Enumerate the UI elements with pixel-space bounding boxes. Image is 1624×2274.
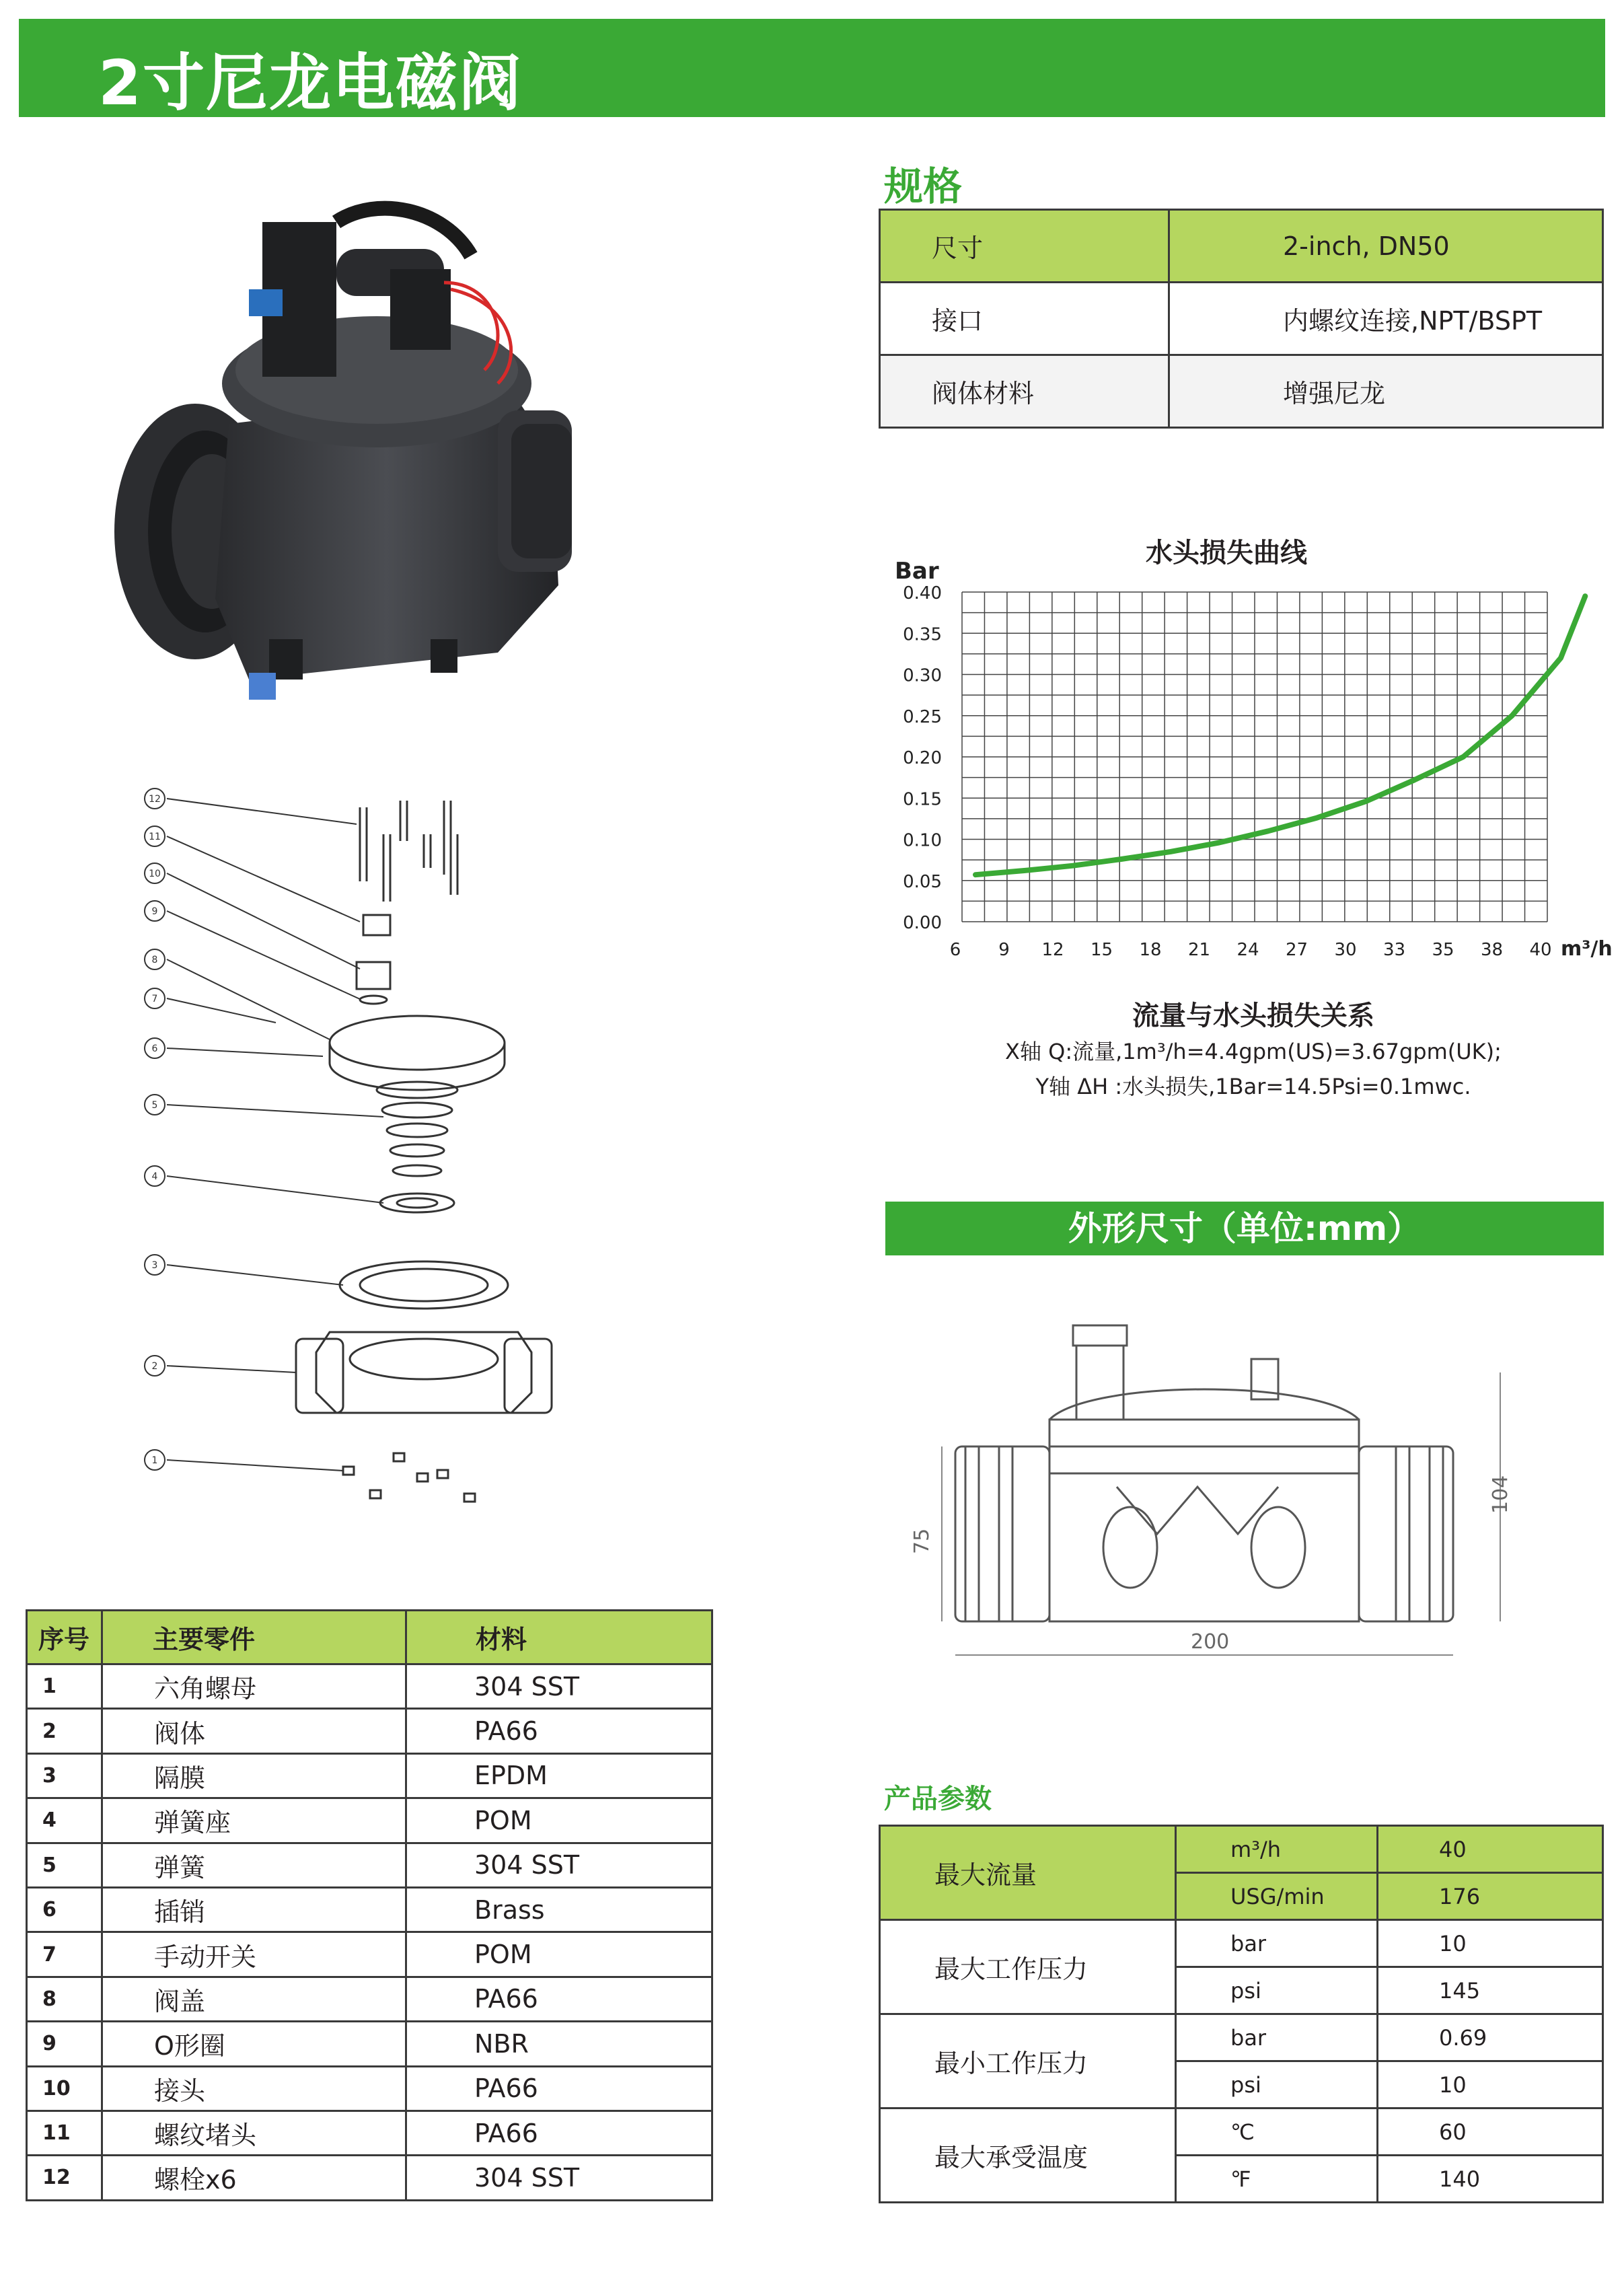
valve-photo xyxy=(94,168,592,706)
part-name: 阀盖 xyxy=(102,1977,406,2021)
part-material: 304 SST xyxy=(406,1664,712,1709)
y-tick-label: 0.25 xyxy=(903,706,942,727)
callout-label: 1 xyxy=(151,1455,158,1466)
param-value: 40 xyxy=(1378,1826,1603,1873)
dim-height-75: 75 xyxy=(910,1528,934,1554)
x-tick-label: 12 xyxy=(1041,940,1064,960)
param-value: 140 xyxy=(1378,2156,1603,2203)
part-name: 螺纹堵头 xyxy=(102,2111,406,2155)
parts-row xyxy=(27,1753,712,1798)
x-tick-label: 15 xyxy=(1090,940,1113,960)
part-name: 螺栓x6 xyxy=(102,2156,406,2200)
y-tick-label: 0.30 xyxy=(903,665,942,686)
part-name: 弹簧座 xyxy=(102,1798,406,1843)
parts-row xyxy=(27,2156,712,2200)
part-name: 隔膜 xyxy=(102,1753,406,1798)
part-index: 5 xyxy=(27,1843,102,1887)
part-index: 12 xyxy=(27,2156,102,2200)
x-tick-label: 9 xyxy=(998,940,1010,960)
x-axis-label: m³/h xyxy=(1561,937,1613,961)
chart-title: 水头损失曲线 xyxy=(1146,538,1307,568)
chart-subtitle: 流量与水头损失关系 xyxy=(1132,1000,1374,1031)
part-material: 304 SST xyxy=(406,2156,712,2200)
params-heading: 产品参数 xyxy=(884,1784,992,1814)
dimensions-heading-bar xyxy=(885,1202,1604,1255)
part-material: PA66 xyxy=(406,1977,712,2021)
title-bar xyxy=(19,19,1605,117)
part-index: 11 xyxy=(27,2111,102,2155)
spec-row xyxy=(880,283,1603,355)
x-tick-label: 40 xyxy=(1529,940,1552,960)
part-index: 9 xyxy=(27,2022,102,2066)
callout-label: 4 xyxy=(151,1171,158,1182)
part-material: NBR xyxy=(406,2022,712,2066)
part-name: 阀体 xyxy=(102,1709,406,1753)
spec-key: 接口 xyxy=(880,283,1169,355)
head-loss-curve xyxy=(975,596,1585,875)
callout-label: 10 xyxy=(149,869,161,879)
spec-row xyxy=(880,210,1603,283)
parts-row xyxy=(27,1887,712,1932)
spec-heading: 规格 xyxy=(884,163,963,209)
parts-row xyxy=(27,1932,712,1977)
spec-table xyxy=(879,209,1604,429)
x-tick-label: 24 xyxy=(1237,940,1259,960)
parts-row xyxy=(27,2022,712,2066)
part-index: 7 xyxy=(27,1932,102,1977)
param-value: 10 xyxy=(1378,2061,1603,2108)
x-tick-label: 33 xyxy=(1382,940,1406,960)
part-name: 插销 xyxy=(102,1887,406,1932)
parts-row xyxy=(27,1977,712,2021)
callout-label: 3 xyxy=(151,1260,158,1271)
params-table xyxy=(879,1825,1604,2203)
y-tick-label: 0.40 xyxy=(903,583,942,603)
part-index: 10 xyxy=(27,2066,102,2111)
param-row xyxy=(880,1920,1603,1967)
callout-label: 6 xyxy=(151,1043,158,1054)
callout-label: 5 xyxy=(151,1100,158,1111)
param-value: 0.69 xyxy=(1378,2014,1603,2061)
part-material: PA66 xyxy=(406,2111,712,2155)
x-tick-label: 38 xyxy=(1480,940,1504,960)
parts-table xyxy=(26,1609,713,2201)
chart-note-x: X轴 Q:流量,1m³/h=4.4gpm(US)=3.67gpm(UK); xyxy=(1005,1039,1502,1064)
param-unit: m³/h xyxy=(1176,1826,1378,1873)
param-value: 176 xyxy=(1378,1873,1603,1920)
dimension-drawing xyxy=(910,1312,1534,1675)
param-value: 145 xyxy=(1378,1967,1603,2014)
chart-note-y: Y轴 ΔH :水头损失,1Bar=14.5Psi=0.1mwc. xyxy=(1035,1074,1471,1099)
part-name: O形圈 xyxy=(102,2022,406,2066)
param-value: 60 xyxy=(1378,2108,1603,2156)
parts-header-part: 主要零件 xyxy=(102,1611,406,1664)
part-index: 1 xyxy=(27,1664,102,1709)
param-name: 最大承受温度 xyxy=(880,2108,1176,2203)
dimensions-heading: 外形尺寸（单位:mm） xyxy=(1068,1209,1422,1248)
spec-row xyxy=(880,355,1603,428)
x-tick-label: 35 xyxy=(1432,940,1454,960)
y-tick-label: 0.35 xyxy=(903,624,942,645)
dim-height-104: 104 xyxy=(1489,1475,1512,1514)
parts-row xyxy=(27,2066,712,2111)
parts-header-material: 材料 xyxy=(406,1611,712,1664)
param-unit: USG/min xyxy=(1176,1873,1378,1920)
y-axis-label: Bar xyxy=(895,558,939,585)
x-tick-label: 6 xyxy=(949,940,961,960)
param-name: 最小工作压力 xyxy=(880,2014,1176,2108)
dim-length-200: 200 xyxy=(1191,1630,1230,1654)
x-tick-label: 21 xyxy=(1187,940,1211,960)
x-tick-label: 30 xyxy=(1334,940,1357,960)
param-row xyxy=(880,1826,1603,1873)
part-name: 接头 xyxy=(102,2066,406,2111)
parts-header-row xyxy=(27,1611,712,1664)
callout-label: 2 xyxy=(151,1361,158,1372)
param-unit: bar xyxy=(1176,1920,1378,1967)
spec-value: 2-inch, DN50 xyxy=(1169,210,1603,283)
y-tick-label: 0.15 xyxy=(903,789,942,810)
spec-key: 阀体材料 xyxy=(880,355,1169,428)
part-material: PA66 xyxy=(406,1709,712,1753)
y-tick-label: 0.10 xyxy=(903,830,942,851)
parts-row xyxy=(27,1664,712,1709)
part-material: 304 SST xyxy=(406,1843,712,1887)
spec-key: 尺寸 xyxy=(880,210,1169,283)
part-material: POM xyxy=(406,1932,712,1977)
parts-header-index: 序号 xyxy=(27,1611,102,1664)
x-tick-label: 27 xyxy=(1285,940,1308,960)
param-name: 最大流量 xyxy=(880,1826,1176,1920)
part-name: 手动开关 xyxy=(102,1932,406,1977)
callout-label: 12 xyxy=(149,794,161,805)
param-unit: bar xyxy=(1176,2014,1378,2061)
param-unit: psi xyxy=(1176,1967,1378,2014)
x-tick-label: 18 xyxy=(1139,940,1162,960)
y-tick-label: 0.05 xyxy=(903,871,942,892)
part-material: Brass xyxy=(406,1887,712,1932)
part-index: 6 xyxy=(27,1887,102,1932)
y-tick-label: 0.00 xyxy=(903,913,942,933)
param-value: 10 xyxy=(1378,1920,1603,1967)
param-unit: ℃ xyxy=(1176,2108,1378,2156)
part-name: 弹簧 xyxy=(102,1843,406,1887)
param-unit: psi xyxy=(1176,2061,1378,2108)
spec-value: 增强尼龙 xyxy=(1169,355,1603,428)
y-tick-label: 0.20 xyxy=(903,748,942,768)
part-material: EPDM xyxy=(406,1753,712,1798)
parts-row xyxy=(27,1843,712,1887)
param-row xyxy=(880,2014,1603,2061)
callout-label: 11 xyxy=(149,832,161,842)
callout-label: 7 xyxy=(151,994,158,1004)
param-name: 最大工作压力 xyxy=(880,1920,1176,2014)
exploded-view-drawing xyxy=(128,767,653,1520)
part-index: 8 xyxy=(27,1977,102,2021)
parts-row xyxy=(27,1798,712,1843)
callout-label: 8 xyxy=(151,955,158,965)
parts-row xyxy=(27,2111,712,2155)
part-material: POM xyxy=(406,1798,712,1843)
part-index: 3 xyxy=(27,1753,102,1798)
part-material: PA66 xyxy=(406,2066,712,2111)
parts-row xyxy=(27,1709,712,1753)
part-index: 2 xyxy=(27,1709,102,1753)
param-unit: ℉ xyxy=(1176,2156,1378,2203)
spec-value: 内螺纹连接,NPT/BSPT xyxy=(1169,283,1603,355)
callout-label: 9 xyxy=(151,906,158,917)
part-index: 4 xyxy=(27,1798,102,1843)
page-title: 2寸尼龙电磁阀 xyxy=(98,47,523,119)
param-row xyxy=(880,2108,1603,2156)
part-name: 六角螺母 xyxy=(102,1664,406,1709)
